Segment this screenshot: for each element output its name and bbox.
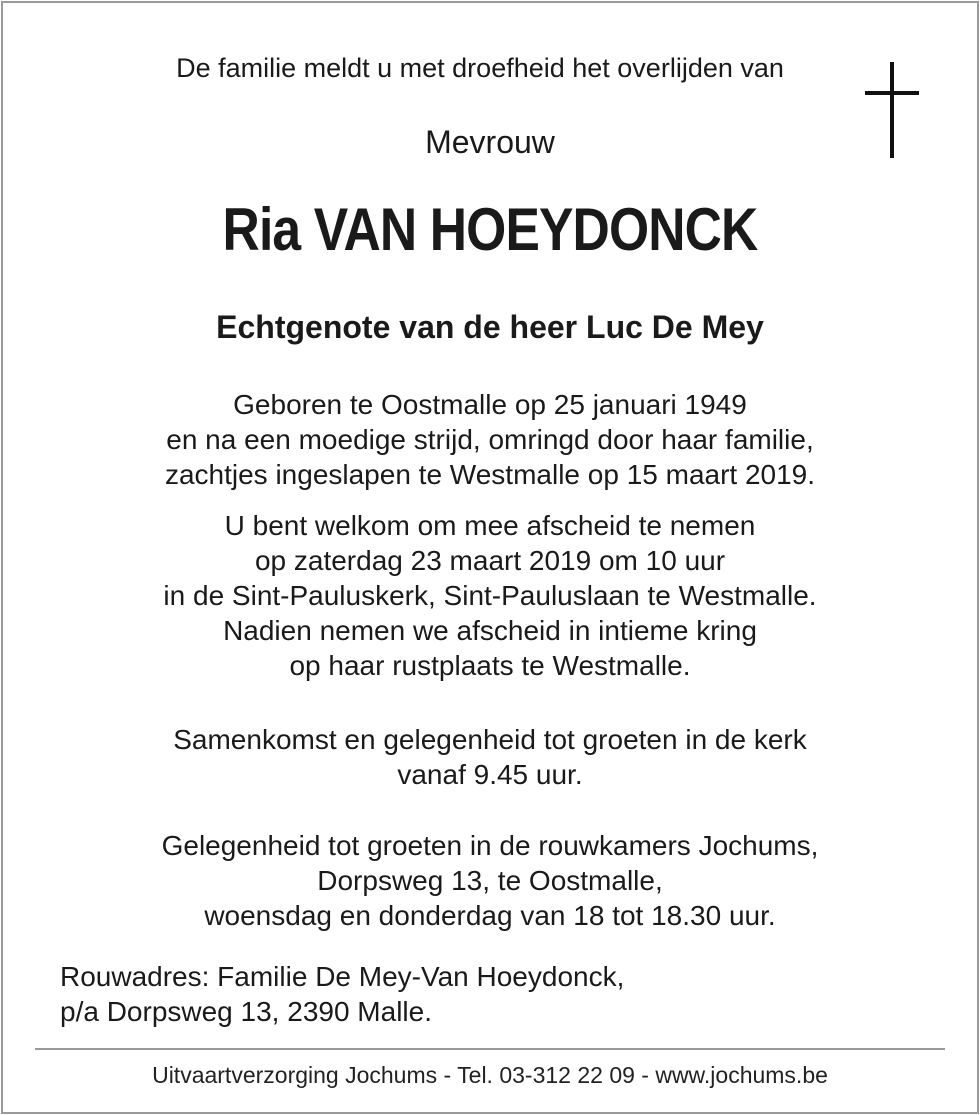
footer-divider [35,1048,945,1050]
service-line: op zaterdag 23 maart 2019 om 10 uur [254,545,726,576]
service-line: op haar rustplaats te Westmalle. [289,650,691,681]
address-line: p/a Dorpsweg 13, 2390 Malle. [60,996,432,1027]
service-line: Nadien nemen we afscheid in intieme kring [223,615,757,646]
birth-line: zachtjes ingeslapen te Westmalle op 15 maart 2019. [164,459,816,490]
service-line: in de Sint-Pauluskerk, Sint-Pauluslaan te Westmalle. [163,580,817,611]
service-paragraph [0,508,980,683]
deceased-name: Ria VAN HOEYDONCK [222,196,758,263]
gathering-paragraph [0,722,980,792]
intro-text: De familie meldt u met droefheid het overlijden van [176,53,784,83]
salutation: Mevrouw [425,124,555,160]
viewing-paragraph [0,828,980,933]
birth-line: Geboren te Oostmalle op 25 januari 1949 [233,389,747,420]
gathering-line: vanaf 9.45 uur. [397,759,583,790]
address-line: Rouwadres: Familie De Mey-Van Hoeydonck, [60,961,625,992]
birth-paragraph [0,387,980,492]
viewing-line: woensdag en donderdag van 18 tot 18.30 uur. [204,900,776,931]
gathering-line: Samenkomst en gelegenheid tot groeten in de kerk [173,724,807,755]
spouse-line: Echtgenote van de heer Luc De Mey [216,309,764,345]
viewing-line: Gelegenheid tot groeten in de rouwkamers Jochums, [161,830,819,861]
service-line: U bent welkom om mee afscheid te nemen [224,510,756,541]
funeral-home-footer: Uitvaartverzorging Jochums - Tel. 03-312 22 09 - www.jochums.be [152,1062,828,1088]
viewing-line: Dorpsweg 13, te Oostmalle, [317,865,663,896]
mourning-address [60,959,624,1029]
birth-line: en na een moedige strijd, omringd door haar familie, [166,424,814,455]
